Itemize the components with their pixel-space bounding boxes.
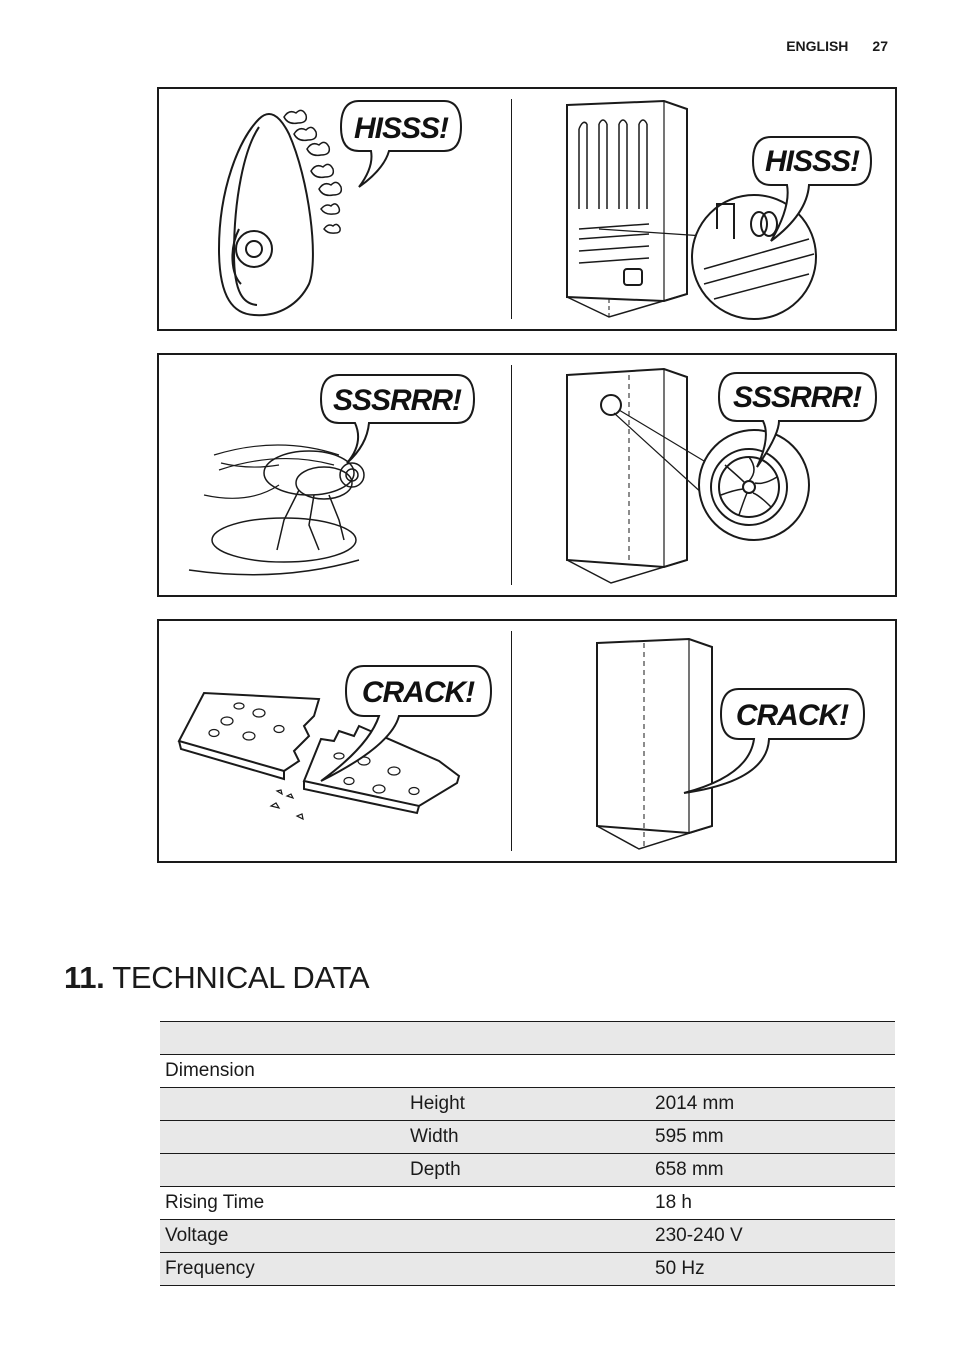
table-row xyxy=(160,1022,895,1055)
table-cell: 2014 mm xyxy=(650,1088,895,1121)
table-cell xyxy=(160,1154,405,1187)
noise-panel-crack xyxy=(157,619,897,863)
table-cell xyxy=(405,1022,650,1055)
table-cell: Rising Time xyxy=(160,1187,405,1220)
fly-icon xyxy=(189,445,364,575)
table-cell xyxy=(405,1220,650,1253)
sound-text-right: CRACK! xyxy=(735,699,849,732)
technical-data-table xyxy=(160,1021,895,1286)
table-cell xyxy=(650,1022,895,1055)
panel-divider xyxy=(511,99,512,319)
panel-divider xyxy=(511,631,512,851)
sound-text-left: CRACK! xyxy=(361,676,475,709)
table-cell: Voltage xyxy=(160,1220,405,1253)
table-row xyxy=(160,1121,895,1154)
table-cell xyxy=(405,1187,650,1220)
table-cell: Dimension xyxy=(160,1055,405,1088)
table-cell xyxy=(160,1121,405,1154)
noise-panel-hiss xyxy=(157,87,897,331)
table-cell xyxy=(160,1088,405,1121)
hiss-illustration xyxy=(159,89,899,333)
table-cell: 18 h xyxy=(650,1187,895,1220)
crack-illustration xyxy=(159,621,899,865)
noise-panel-buzz xyxy=(157,353,897,597)
table-cell xyxy=(650,1055,895,1088)
table-cell: 230-240 V xyxy=(650,1220,895,1253)
table-row xyxy=(160,1220,895,1253)
table-cell xyxy=(405,1055,650,1088)
table-row xyxy=(160,1187,895,1220)
sound-text-left: SSSRRR! xyxy=(332,384,462,417)
refrigerator-side-icon xyxy=(567,369,719,583)
speech-bubble-left xyxy=(341,101,461,187)
table-cell: Height xyxy=(405,1088,650,1121)
speech-bubble-left xyxy=(321,375,474,463)
table-cell: 658 mm xyxy=(650,1154,895,1187)
steam-puffs-icon xyxy=(284,110,341,233)
table-row xyxy=(160,1088,895,1121)
speech-bubble-left xyxy=(321,666,491,781)
section-title-text: TECHNICAL DATA xyxy=(112,960,370,995)
table-row xyxy=(160,1055,895,1088)
section-heading xyxy=(64,960,369,996)
table-row xyxy=(160,1253,895,1286)
table-cell: 595 mm xyxy=(650,1121,895,1154)
table-cell: Frequency xyxy=(160,1253,405,1286)
page-number: 27 xyxy=(872,38,888,54)
page-header xyxy=(786,38,888,54)
sound-text-right: HISSS! xyxy=(764,145,860,178)
header-language: ENGLISH xyxy=(786,38,849,54)
sound-text-right: SSSRRR! xyxy=(732,381,862,414)
table-cell: Width xyxy=(405,1121,650,1154)
section-number: 11. xyxy=(64,960,105,995)
table-cell: Depth xyxy=(405,1154,650,1187)
buzz-illustration xyxy=(159,355,899,599)
table-cell: 50 Hz xyxy=(650,1253,895,1286)
table-cell xyxy=(405,1253,650,1286)
magnified-fan-icon xyxy=(699,430,809,540)
panel-divider xyxy=(511,365,512,585)
steam-iron-icon xyxy=(219,114,313,315)
table-row xyxy=(160,1154,895,1187)
refrigerator-front-icon xyxy=(597,639,712,849)
table-cell xyxy=(160,1022,405,1055)
sound-text-left: HISSS! xyxy=(353,112,449,145)
